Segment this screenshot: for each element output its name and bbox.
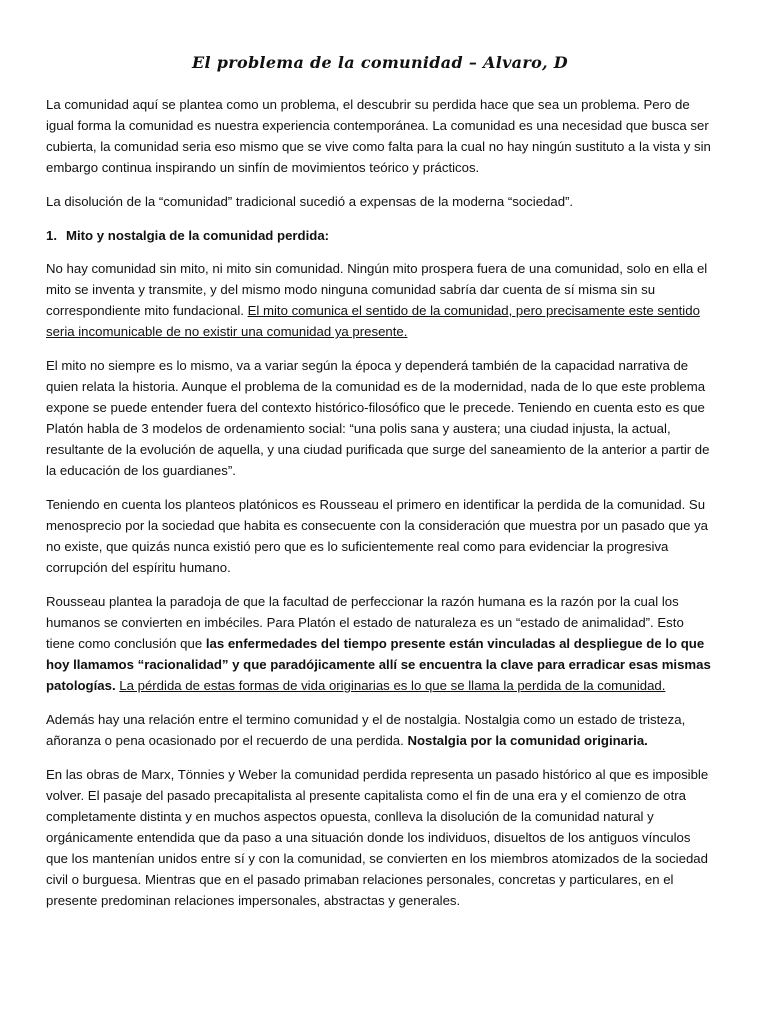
paragraph-myth-text: No hay comunidad sin mito, ni mito sin comunidad. Ningún mito prospera fuera de una comunidad, solo en ella el mito se inventa y transmite, y del mismo modo ninguna comunidad sabría dar cuenta de sí misma sin su correspondiente mito fundacional. [46,261,708,318]
section-title: Mito y nostalgia de la comunidad perdida: [66,228,330,243]
paragraph-nostalgia [46,709,714,751]
document-title: El problema de la comunidad – Alvaro, D [192,53,568,72]
document-page [46,52,714,924]
paragraph-rousseau: Teniendo en cuenta los planteos platónicos es Rousseau el primero en identificar la perdida de la comunidad. Su menosprecio por la sociedad que habita es consecuente con la consideración que muestra por un pasado que ya no existe, que quizás nunca existió pero que es lo suficientemente real como para evidenciar la progresiva corrupción del espíritu humano. [46,497,709,575]
paragraph-myth [46,258,714,342]
paragraph-marx: En las obras de Marx, Tönnies y Weber la comunidad perdida representa un pasado histórico al que es imposible volver. El pasaje del pasado precapitalista al presente capitalista como el fin de una era y el comienzo de otra completamente distinta y en muchos aspectos opuesta, conlleva la disolución de la comunidad natural y orgánicamente entendida que da paso a una situación donde los individuos, disueltos de los antiguos vínculos que los mantenían unidos entre sí y con la comunidad, se convierten en los miembros atomizados de la sociedad civil o burguesa. Mientras que en el pasado primaban relaciones personales, concretas y particulares, en el presente predominan relaciones impersonales, abstractas y generales. [46,767,709,908]
paragraph-nostalgia-text: Además hay una relación entre el termino comunidad y el de nostalgia. Nostalgia como un estado de tristeza, añoranza o pena ocasionado por el recuerdo de una perdida. [46,712,686,748]
paragraph-nostalgia-bold: Nostalgia por la comunidad originaria. [407,733,648,748]
section-heading [46,225,714,246]
paragraph-myth-underlined: El mito comunica el sentido de la comunidad, pero precisamente este sentido seria incomunicable de no existir una comunidad ya presente. [46,303,700,339]
paragraph-paradox-bold: las enfermedades del tiempo presente están vinculadas al despliegue de lo que hoy llamamos “racionalidad” y que paradójicamente allí se encuentra la clave para erradicar esas mismas patologías. [46,636,711,693]
paragraph-paradox [46,591,714,696]
paragraph-paradox-underlined: La pérdida de estas formas de vida originarias es lo que se llama la perdida de la comunidad. [119,678,666,693]
paragraph-plato: El mito no siempre es lo mismo, va a variar según la época y dependerá también de la capacidad narrativa de quien relata la historia. Aunque el problema de la comunidad es de la modernidad, nada de lo que este problema expone se puede entender fuera del contexto histórico-filosófico que le precede. Teniendo en cuenta esto es que Platón habla de 3 modelos de ordenamiento social: “una polis sana y austera; una ciudad injusta, la actual, resultante de la evolución de aquella, y una ciudad purificada que surge del saneamiento de la anterior a partir de la educación de los guardianes”. [46,358,710,478]
paragraph-dissolution: La disolución de la “comunidad” tradicional sucedió a expensas de la moderna “sociedad”. [46,194,574,209]
section-number: 1. [46,228,57,243]
paragraph-paradox-text: Rousseau plantea la paradoja de que la facultad de perfeccionar la razón humana es la razón por la cual los humanos se convierten en imbéciles. Para Platón el estado de naturaleza es un “estado de animalidad”. Esto tiene como conclusión que [46,594,684,651]
paragraph-intro: La comunidad aquí se plantea como un problema, el descubrir su perdida hace que sea un problema. Pero de igual forma la comunidad es nuestra experiencia contemporánea. La comunidad es una necesidad que busca ser cubierta, la comunidad seria eso mismo que se vive como falta para la cual no hay ningún sustituto a la vista y sin embargo continua inspirando un sinfín de movimientos teórico y prácticos. [46,97,711,175]
